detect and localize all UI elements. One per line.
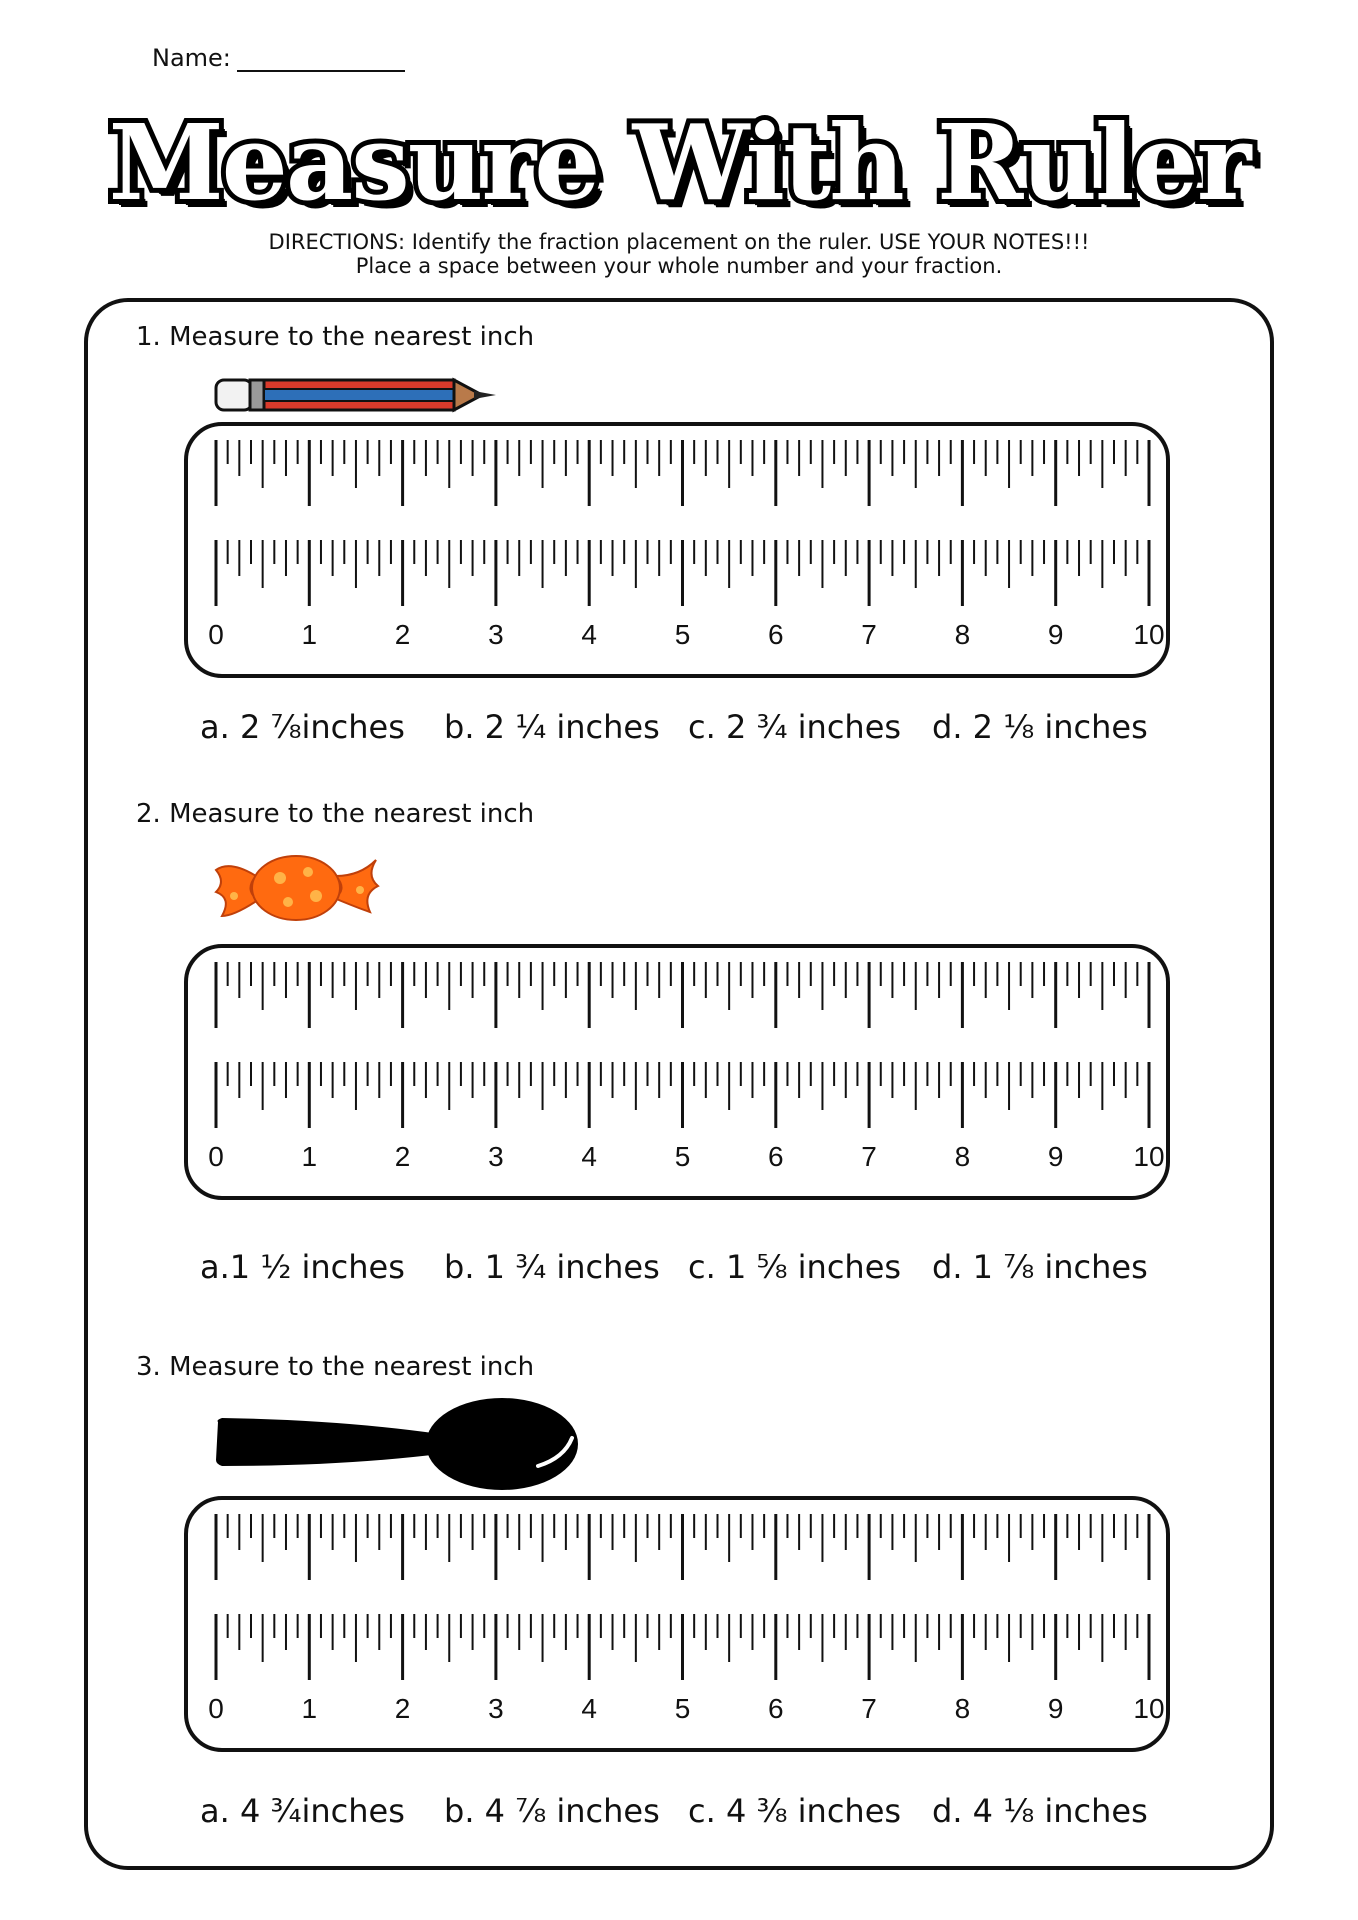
ruler-3-label: 4 bbox=[581, 1693, 597, 1724]
ruler-1-label: 10 bbox=[1133, 619, 1165, 650]
ruler-2-label: 5 bbox=[674, 1141, 691, 1172]
ruler-3-label: 8 bbox=[954, 1693, 971, 1724]
question-2-option-a[interactable]: a.1 ½ inches bbox=[200, 1248, 405, 1286]
ruler-1-label: 8 bbox=[954, 619, 971, 650]
ruler-1-label: 2 bbox=[394, 619, 411, 650]
ruler-2 bbox=[184, 944, 1170, 1200]
question-2-prompt: 2. Measure to the nearest inch bbox=[136, 799, 535, 829]
ruler-3-ticks bbox=[188, 1500, 1174, 1756]
directions-line-2: Place a space between your whole number and your fraction. bbox=[355, 254, 1003, 278]
candy-icon bbox=[210, 842, 382, 928]
question-1-option-a[interactable]: a. 2 ⅞inches bbox=[200, 708, 405, 746]
ruler-1-label: 5 bbox=[674, 619, 691, 650]
ruler-2-label: 9 bbox=[1047, 1141, 1064, 1172]
question-1-option-c[interactable]: c. 2 ¾ inches bbox=[688, 708, 902, 746]
ruler-3 bbox=[184, 1496, 1170, 1752]
question-2-option-b[interactable]: b. 1 ¾ inches bbox=[444, 1248, 660, 1286]
question-1-option-b[interactable]: b. 2 ¼ inches bbox=[444, 708, 660, 746]
ruler-3-label: 5 bbox=[674, 1693, 691, 1724]
question-2-option-d[interactable]: d. 1 ⅞ inches bbox=[932, 1248, 1148, 1286]
directions bbox=[0, 230, 1358, 278]
question-3-prompt: 3. Measure to the nearest inch bbox=[136, 1352, 535, 1382]
ruler-3-label: 0 bbox=[208, 1693, 224, 1724]
ruler-2-label: 0 bbox=[208, 1141, 224, 1172]
worksheet-title: Measure With Ruler bbox=[108, 101, 1250, 224]
directions-line-1: DIRECTIONS: Identify the fraction placement on the ruler. USE YOUR NOTES!!! bbox=[268, 230, 1090, 254]
ruler-2-label: 2 bbox=[394, 1141, 411, 1172]
question-3-option-d[interactable]: d. 4 ⅛ inches bbox=[932, 1792, 1148, 1830]
ruler-3-label: 10 bbox=[1133, 1693, 1165, 1724]
ruler-3-label: 3 bbox=[488, 1693, 504, 1724]
name-field bbox=[152, 44, 405, 72]
ruler-1-label: 9 bbox=[1047, 619, 1064, 650]
ruler-2-ticks bbox=[188, 948, 1174, 1204]
ruler-2-label: 1 bbox=[301, 1141, 318, 1172]
question-1-option-d[interactable]: d. 2 ⅛ inches bbox=[932, 708, 1148, 746]
ruler-1-label: 3 bbox=[488, 619, 504, 650]
question-1-options bbox=[200, 708, 1200, 752]
ruler-1-label: 6 bbox=[768, 619, 784, 650]
ruler-2-label: 8 bbox=[954, 1141, 971, 1172]
question-2-option-c[interactable]: c. 1 ⅝ inches bbox=[688, 1248, 902, 1286]
question-3-option-b[interactable]: b. 4 ⅞ inches bbox=[444, 1792, 660, 1830]
ruler-1-label: 1 bbox=[301, 619, 318, 650]
question-3-option-a[interactable]: a. 4 ¾inches bbox=[200, 1792, 405, 1830]
ruler-2-label: 6 bbox=[768, 1141, 784, 1172]
ruler-1-ticks bbox=[188, 426, 1174, 682]
ruler-1-label: 4 bbox=[581, 619, 597, 650]
ruler-2-label: 4 bbox=[581, 1141, 597, 1172]
ruler-2-label: 7 bbox=[861, 1141, 877, 1172]
ruler-1 bbox=[184, 422, 1170, 678]
name-blank-line[interactable] bbox=[237, 48, 405, 72]
ruler-3-label: 9 bbox=[1047, 1693, 1064, 1724]
spoon-icon bbox=[212, 1394, 588, 1494]
ruler-3-label: 1 bbox=[301, 1693, 318, 1724]
question-3-options bbox=[200, 1792, 1200, 1836]
pencil-icon bbox=[212, 372, 498, 418]
ruler-1-label: 7 bbox=[861, 619, 877, 650]
ruler-3-label: 6 bbox=[768, 1693, 784, 1724]
question-2-options bbox=[200, 1248, 1200, 1292]
ruler-1-label: 0 bbox=[208, 619, 224, 650]
question-3-option-c[interactable]: c. 4 ⅜ inches bbox=[688, 1792, 902, 1830]
ruler-3-label: 7 bbox=[861, 1693, 877, 1724]
ruler-3-label: 2 bbox=[394, 1693, 411, 1724]
name-label: Name: bbox=[152, 44, 231, 72]
ruler-2-label: 3 bbox=[488, 1141, 504, 1172]
question-1-prompt: 1. Measure to the nearest inch bbox=[136, 322, 535, 352]
ruler-2-label: 10 bbox=[1133, 1141, 1165, 1172]
